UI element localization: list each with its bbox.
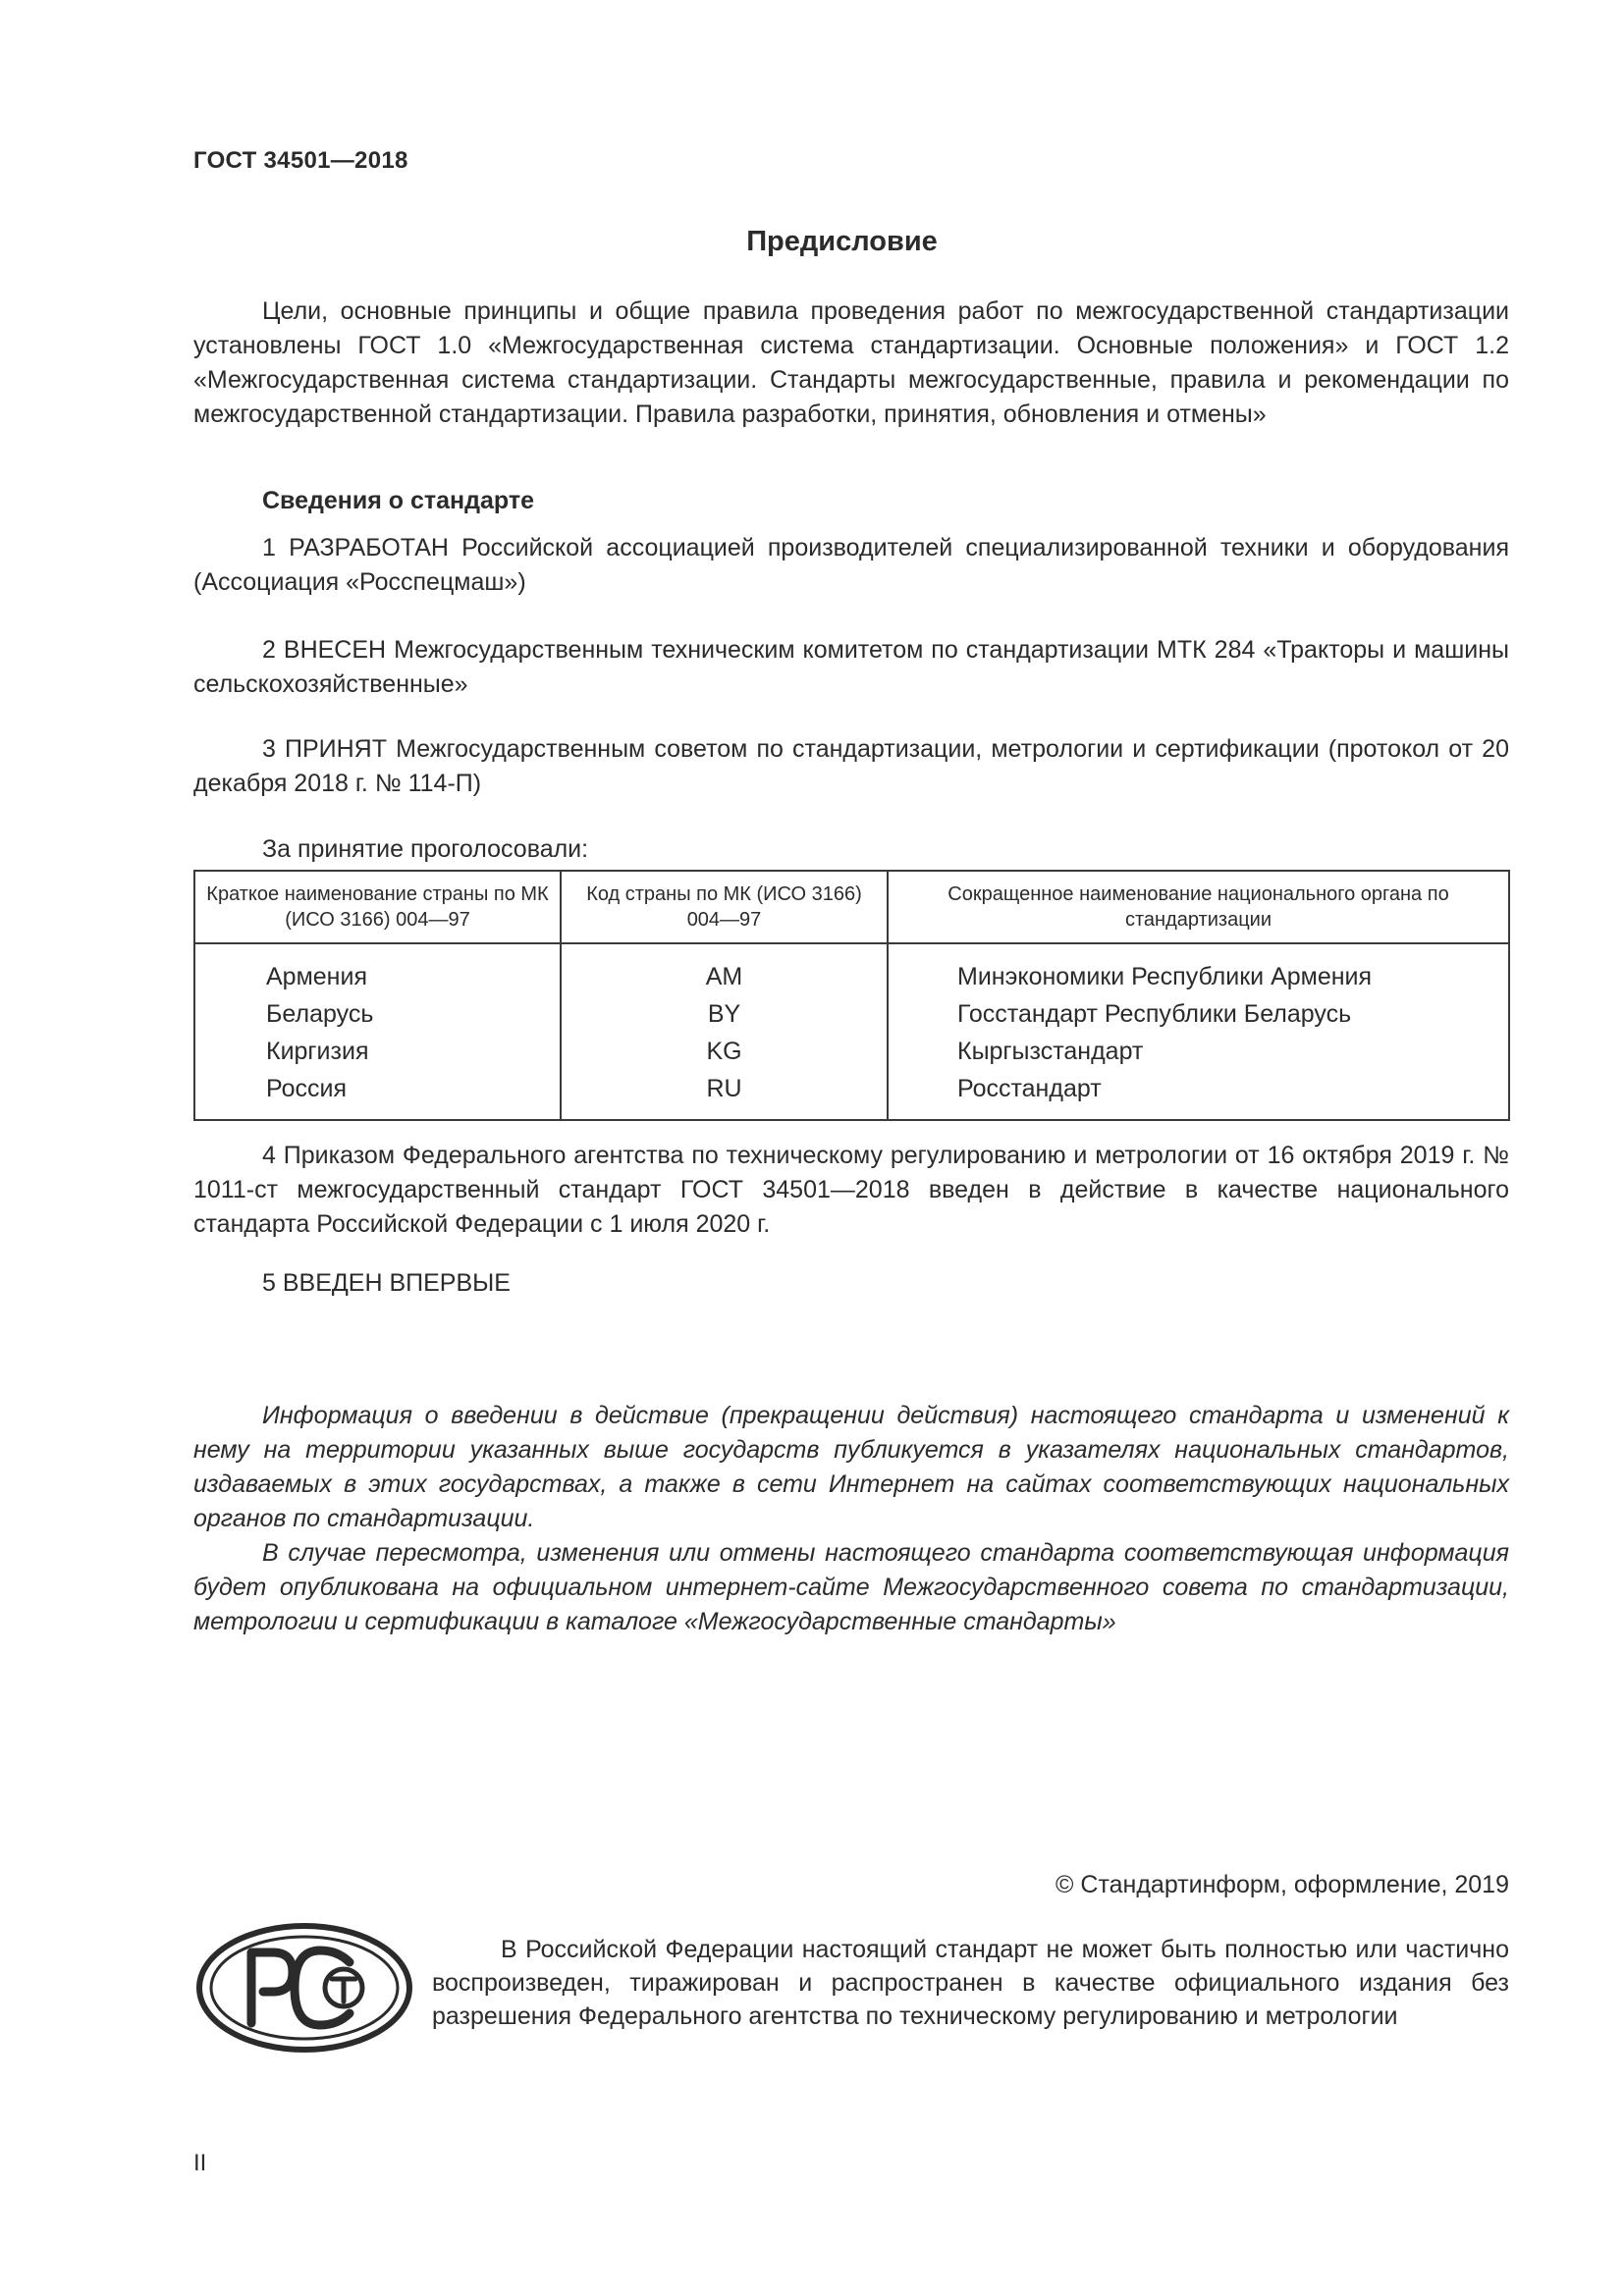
- cell-org: Госстандарт Республики Беларусь: [888, 995, 1509, 1033]
- voting-table: [193, 870, 1510, 1121]
- table-row: [194, 1033, 1509, 1070]
- cell-code: KG: [561, 1033, 888, 1070]
- cell-country: Россия: [194, 1070, 561, 1120]
- table-row: [194, 1070, 1509, 1120]
- cell-org: Кыргызстандарт: [888, 1033, 1509, 1070]
- table-row: [194, 943, 1509, 995]
- item-introduced: 2 ВНЕСЕН Межгосударственным техническим комитетом по стандартизации МТК 284 «Тракторы и машины сельскохозяйственные»: [193, 636, 1509, 698]
- cell-country: Киргизия: [194, 1033, 561, 1070]
- item-developed: 1 РАЗРАБОТАН Российской ассоциацией производителей специализированной техники и оборудования (Ассоциация «Росспецмаш»): [193, 534, 1509, 596]
- voted-label: За принятие проголосовали:: [262, 835, 589, 863]
- item-adopted: 3 ПРИНЯТ Межгосударственным советом по стандартизации, метрологии и сертификации (протокол от 20 декабря 2018 г. № 114-П): [193, 735, 1509, 797]
- rights-notice: В Российской Федерации настоящий стандарт не может быть полностью или частично воспроизведен, тиражирован и распространен в качестве официального издания без разрешения Федерального агентства по техническому регулированию и метрологии: [432, 1936, 1509, 2030]
- header-country: Краткое наименование страны по МК (ИСО 3166) 004—97: [194, 871, 561, 943]
- rst-logo: [194, 1921, 414, 2055]
- cell-code: BY: [561, 995, 888, 1033]
- rst-certification-mark-icon: [194, 1921, 414, 2055]
- header-org: Сокращенное наименование национального органа по стандартизации: [888, 871, 1509, 943]
- notice-paragraph-1: Информация о введении в действие (прекращении действия) настоящего стандарта и изменений к нему на территории указанных выше государств публикуется в указателях национальных стандартов, издаваемых в этих государствах, а также в сети Интернет на сайтах соответствующих национальных органов по стандартизации.: [193, 1402, 1509, 1532]
- section-heading: Сведения о стандарте: [262, 487, 535, 514]
- cell-org: Минэкономики Республики Армения: [888, 943, 1509, 995]
- page-number: II: [193, 2150, 207, 2176]
- notice-block: [193, 1399, 1509, 1639]
- cell-country: Армения: [194, 943, 561, 995]
- table-row: [194, 995, 1509, 1033]
- item-first-time: 5 ВВЕДЕН ВПЕРВЫЕ: [262, 1269, 511, 1297]
- cell-code: AM: [561, 943, 888, 995]
- page-title: Предисловие: [746, 226, 938, 257]
- cell-org: Росстандарт: [888, 1070, 1509, 1120]
- header-code: Код страны по МК (ИСО 3166) 004—97: [561, 871, 888, 943]
- doc-code-header: ГОСТ 34501—2018: [193, 147, 408, 174]
- notice-paragraph-2: В случае пересмотра, изменения или отмены настоящего стандарта соответствующая информация будет опубликована на официальном интернет-сайте Межгосударственного совета по стандартизации, метрологии и сертификации в каталоге «Межгосударственные стандарты»: [193, 1539, 1509, 1635]
- cell-country: Беларусь: [194, 995, 561, 1033]
- intro-paragraph: Цели, основные принципы и общие правила проведения работ по межгосударственной стандартизации установлены ГОСТ 1.0 «Межгосударственная система стандартизации. Основные положения» и ГОСТ 1.2 «Межгосударственная система стандартизации. Стандарты межгосударственные, правила и рекомендации по межгосударственной стандартизации. Правила разработки, принятия, обновления и отмены»: [193, 297, 1509, 428]
- table-header-row: [194, 871, 1509, 943]
- item-order: 4 Приказом Федерального агентства по техническому регулированию и метрологии от 16 октября 2019 г. № 1011-ст межгосударственный стандарт ГОСТ 34501—2018 введен в действие в качестве национального стандарта Российской Федерации с 1 июля 2020 г.: [193, 1142, 1509, 1238]
- cell-code: RU: [561, 1070, 888, 1120]
- copyright-line: © Стандартинформ, оформление, 2019: [1056, 1871, 1509, 1898]
